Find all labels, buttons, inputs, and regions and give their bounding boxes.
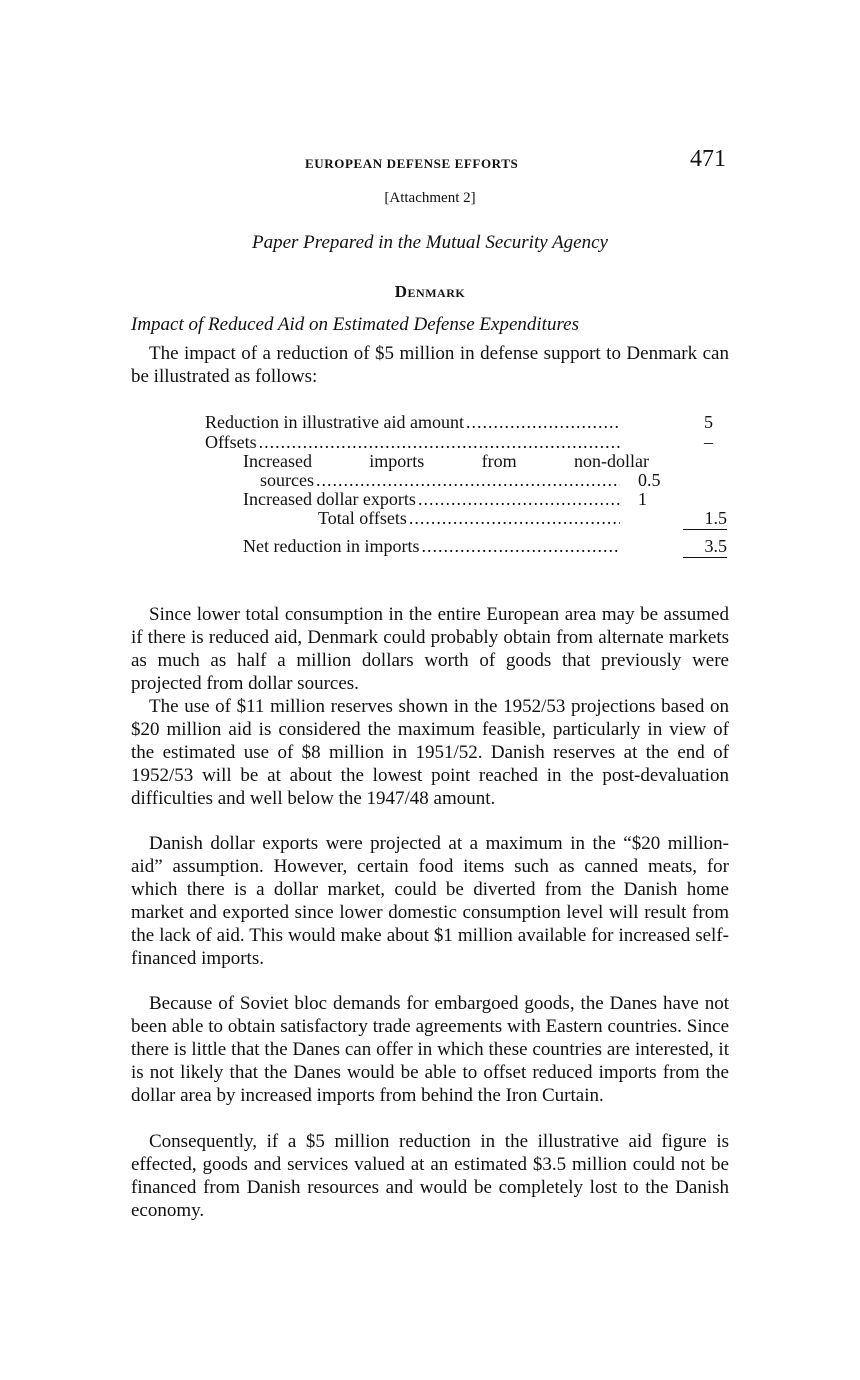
- total-offsets-label: Total offsets: [318, 508, 407, 528]
- reduction-value: 5: [704, 412, 713, 432]
- table-row-sources: [205, 470, 729, 490]
- running-head: EUROPEAN DEFENSE EFFORTS: [305, 156, 519, 171]
- intro-paragraph: The impact of a reduction of $5 million in defense support to Denmark can be illustrated as follows:: [131, 343, 729, 387]
- table-row-offsets: [205, 432, 729, 452]
- section-heading: Impact of Reduced Aid on Estimated Defense Expenditures: [131, 314, 579, 335]
- table-row-total-offsets: [205, 508, 729, 528]
- body-paragraph: Consequently, if a $5 million reduction in the illustrative aid figure is effected, goods and services valued at an estimated $3.5 million could not be financed from Danish resources and would be completely lost to the Danish economy.: [131, 1131, 729, 1221]
- table-row-increased-exports: [205, 489, 729, 509]
- total-offsets-value: 1.5: [683, 508, 727, 530]
- net-reduction-label: Net reduction in imports: [243, 536, 420, 556]
- table-row-increased-imports: [205, 451, 729, 471]
- document-title: Paper Prepared in the Mutual Security Agency: [252, 232, 608, 253]
- offsets-value: –: [704, 432, 713, 452]
- increased-exports-value: 1: [638, 489, 647, 509]
- body-paragraph: The use of $11 million reserves shown in the 1952/53 projections based on $20 million aid is considered the maximum feasible, particularly in view of the estimated use of $8 million in 1951/52. Danish reserves at the end of 1952/53 will be at about the lowest point reached in the post-devaluation difficulties and well below the 1947/48 amount.: [131, 696, 729, 809]
- body-paragraph: Because of Soviet bloc demands for embargoed goods, the Danes have not been able to obtain satisfactory trade agreements with Eastern countries. Since there is little that the Danes can offer in which these countries are interested, it is not likely that the Danes would be able to offset reduced imports from the dollar area by increased imports from behind the Iron Curtain.: [131, 993, 729, 1106]
- body-paragraph: Since lower total consumption in the entire European area may be assumed if there is reduced aid, Denmark could probably obtain from alternate markets as much as half a million dollars worth of goods that previously were projected from dollar sources.: [131, 604, 729, 694]
- attachment-label: [Attachment 2]: [384, 190, 476, 206]
- table-row-reduction: [205, 412, 729, 432]
- table-row-net-reduction: [205, 536, 729, 556]
- increased-imports-label: Increased imports from non-dollar: [243, 451, 649, 471]
- page-number: 471: [690, 146, 726, 172]
- reduction-label: Reduction in illustrative aid amount: [205, 412, 464, 432]
- country-heading: Denmark: [394, 282, 466, 301]
- offsets-label: Offsets: [205, 432, 257, 452]
- sources-label: sources: [260, 470, 314, 490]
- increased-exports-label: Increased dollar exports: [243, 489, 416, 509]
- increased-imports-value: 0.5: [638, 470, 661, 490]
- net-reduction-value: 3.5: [683, 536, 727, 558]
- body-paragraph: Danish dollar exports were projected at a maximum in the “$20 million-aid” assumption. However, certain food items such as canned meats, for which there is a dollar market, could be diverted from the Danish home market and exported since lower domestic consumption level will result from the lack of aid. This would make about $1 million available for increased self-financed imports.: [131, 833, 729, 969]
